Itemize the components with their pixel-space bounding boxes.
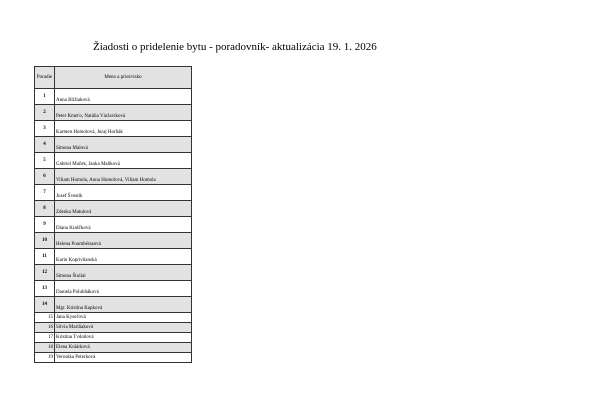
- table-row: [35, 333, 192, 343]
- row-name: Kristína Tvdoňová: [55, 333, 192, 343]
- row-order: 5: [35, 153, 55, 169]
- table-row: [35, 313, 192, 323]
- row-order: 17: [35, 333, 55, 343]
- row-order: 12: [35, 265, 55, 281]
- table-row: [35, 323, 192, 333]
- table-row: [35, 281, 192, 297]
- table-row: [35, 121, 192, 137]
- table-row: [35, 137, 192, 153]
- table-row: [35, 353, 192, 363]
- row-order: 1: [35, 89, 55, 105]
- row-name: Jozef Švestík: [55, 185, 192, 201]
- row-order: 11: [35, 249, 55, 265]
- row-name: Veronika Peterková: [55, 353, 192, 363]
- row-name: Diana Kraščková: [55, 217, 192, 233]
- row-order: 18: [35, 343, 55, 353]
- row-name: Gabriel Maček, Janka Maňková: [55, 153, 192, 169]
- row-name: Anna Bližiaková: [55, 89, 192, 105]
- table-row: [35, 169, 192, 185]
- table-row: [35, 297, 192, 313]
- row-order: 6: [35, 169, 55, 185]
- table-row: [35, 265, 192, 281]
- row-name: Viliam Homola, Anna Homolová, Viliam Homola: [55, 169, 192, 185]
- table-row: [35, 105, 192, 121]
- row-order: 16: [35, 323, 55, 333]
- row-name: Jana Kyseľová: [55, 313, 192, 323]
- row-order: 14: [35, 297, 55, 313]
- table-row: [35, 249, 192, 265]
- row-name: Elena Kolárková: [55, 343, 192, 353]
- row-name: Silvia Mariňaková: [55, 323, 192, 333]
- table-row: [35, 89, 192, 105]
- row-name: Daniela Polubňáková: [55, 281, 192, 297]
- table-row: [35, 217, 192, 233]
- row-order: 2: [35, 105, 55, 121]
- row-order: 3: [35, 121, 55, 137]
- row-name: Mgr. Kristína Kapková: [55, 297, 192, 313]
- row-order: 4: [35, 137, 55, 153]
- row-name: Peter Kmeťo, Natália Václavíková: [55, 105, 192, 121]
- row-order: 19: [35, 353, 55, 363]
- row-name: Simona Štuliai: [55, 265, 192, 281]
- table-row: [35, 185, 192, 201]
- row-order: 15: [35, 313, 55, 323]
- row-order: 9: [35, 217, 55, 233]
- row-name: Karin Koprivňanská: [55, 249, 192, 265]
- table-row: [35, 201, 192, 217]
- row-order: 13: [35, 281, 55, 297]
- row-order: 7: [35, 185, 55, 201]
- row-name: Simona Malová: [55, 137, 192, 153]
- row-order: 10: [35, 233, 55, 249]
- table-header-row: [35, 67, 192, 89]
- row-name: Helena Poumbérsaová: [55, 233, 192, 249]
- table-row: [35, 233, 192, 249]
- row-name: Karmen Homolová, Juraj Horňák: [55, 121, 192, 137]
- waiting-list-table: [34, 66, 192, 363]
- table-row: [35, 153, 192, 169]
- row-order: 8: [35, 201, 55, 217]
- header-order: Poradie: [35, 67, 55, 89]
- table-row: [35, 343, 192, 353]
- header-name: Meno a priezvisko: [55, 67, 192, 89]
- row-name: Zdenka Matulová: [55, 201, 192, 217]
- page-title: Žiadosti o pridelenie bytu - poradovník- aktualizácia 19. 1. 2026: [93, 41, 377, 53]
